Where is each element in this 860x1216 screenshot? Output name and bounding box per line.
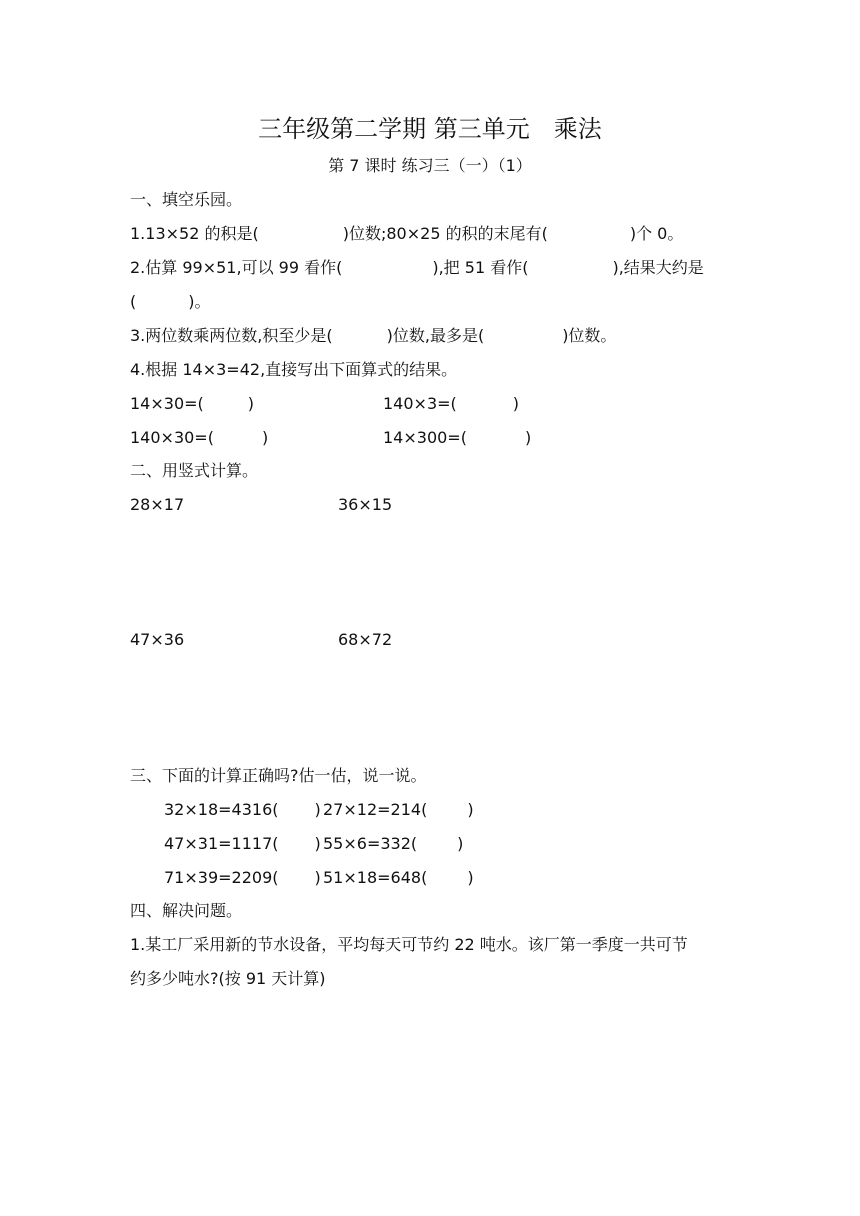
vertical-calc-item: 36×15 (338, 495, 393, 514)
section-heading-fill-blank: 一、填空乐园。 (130, 190, 243, 209)
section-heading-word-problems: 四、解决问题。 (130, 901, 243, 920)
question-text: )。 (188, 292, 211, 311)
calc-item: 140×3=( ) (383, 394, 520, 413)
calc-item: 14×300=( ) (383, 428, 532, 447)
question-1-2-continued (130, 291, 211, 313)
question-text: 1.13×52 的积是( (130, 224, 259, 243)
check-item: 71×39=2209( ) (164, 868, 321, 887)
check-item: 32×18=4316( ) (164, 800, 321, 819)
question-text: )个 0。 (629, 224, 684, 243)
question-text: 3.两位数乘两位数,积至少是( (130, 326, 333, 345)
calc-item: 14×30=( ) (130, 394, 255, 413)
section-heading-vertical-calc: 二、用竖式计算。 (130, 461, 259, 480)
question-1-1 (130, 223, 683, 245)
question-1-3 (130, 325, 616, 347)
question-text: ),结果大约是 (612, 258, 704, 277)
vertical-calc-item: 68×72 (338, 630, 393, 649)
word-problem-1-continued: 约多少吨水?(按 91 天计算) (130, 969, 326, 988)
question-text: )位数。 (562, 326, 617, 345)
question-1-2 (130, 257, 704, 279)
question-text: )位数,最多是( (386, 326, 485, 345)
question-text: ( (130, 292, 137, 311)
calc-item: 140×30=( ) (130, 428, 269, 447)
question-text: 2.估算 99×51,可以 99 看作( (130, 258, 343, 277)
check-item: 51×18=648( ) (323, 868, 474, 887)
check-item: 47×31=1117( ) (164, 834, 321, 853)
section-heading-check: 三、下面的计算正确吗?估一估，说一说。 (130, 766, 427, 785)
page-title: 三年级第二学期 第三单元 乘法 (258, 115, 602, 143)
vertical-calc-item: 28×17 (130, 495, 185, 514)
vertical-calc-item: 47×36 (130, 630, 185, 649)
question-text: ),把 51 看作( (432, 258, 529, 277)
check-item: 27×12=214( ) (323, 800, 474, 819)
page-subtitle: 第 7 课时 练习三（一）（1） (328, 156, 532, 175)
question-1-4: 4.根据 14×3=42,直接写出下面算式的结果。 (130, 360, 458, 379)
check-item: 55×6=332( ) (323, 834, 464, 853)
word-problem-1: 1.某工厂采用新的节水设备，平均每天可节约 22 吨水。该厂第一季度一共可节 (130, 935, 688, 954)
question-text: )位数;80×25 的积的末尾有( (342, 224, 548, 243)
